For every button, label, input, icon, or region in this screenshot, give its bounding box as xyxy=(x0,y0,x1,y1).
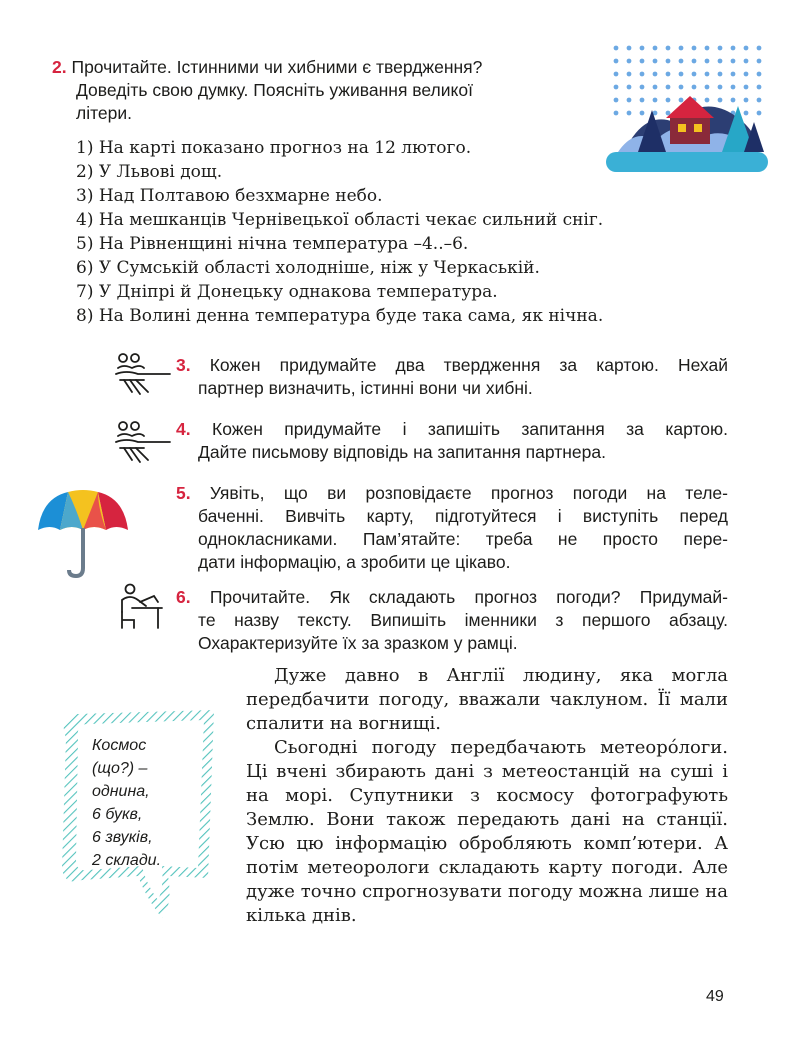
snow-dot xyxy=(666,46,671,51)
task-number: 2. xyxy=(52,57,67,77)
snow-dot xyxy=(614,72,619,77)
list-item: 7) У Дніпрі й Донецьку однакова температура. xyxy=(76,282,498,302)
snow-dot xyxy=(679,98,684,103)
snow-dot xyxy=(731,72,736,77)
snow-dot xyxy=(614,98,619,103)
snow-dot xyxy=(731,59,736,64)
snow-dot xyxy=(757,85,762,90)
snow-dot xyxy=(666,85,671,90)
weather-forecast-text xyxy=(246,664,728,928)
pair-work-icon xyxy=(114,352,172,398)
snow-dot xyxy=(666,59,671,64)
task-number: 6. xyxy=(176,587,191,607)
snow-dot xyxy=(679,85,684,90)
task-6-instruction: 6. Прочитайте. Як складають прогноз погоди? Придумай- те назву тексту. Випишіть іменники з першого абзацу. Охарактеризуйте їх за зразком у рамці. xyxy=(176,587,728,653)
task-4-instruction: 4. Кожен придумайте і запишіть запитання за картою. Дайте письмову відповідь на запитання партнера. xyxy=(176,419,728,462)
snow-dot xyxy=(679,46,684,51)
snow-dot xyxy=(705,59,710,64)
task-number: 5. xyxy=(176,483,191,503)
snow-dot xyxy=(731,85,736,90)
snow-dot xyxy=(614,46,619,51)
task-number: 3. xyxy=(176,355,191,375)
snow-dot xyxy=(614,59,619,64)
list-item: 5) На Рівненщині нічна температура –4..–6. xyxy=(76,234,469,254)
snow-dot xyxy=(731,98,736,103)
snow-dot xyxy=(744,72,749,77)
snow-dot xyxy=(705,98,710,103)
list-item: 3) Над Полтавою безхмарне небо. xyxy=(76,186,383,206)
snow-dot xyxy=(640,59,645,64)
snow-dot xyxy=(692,85,697,90)
paragraph: Дуже давно в Англії людину, яка могла передбачити погоду, вважали чаклуном. Її мали спалити на вогнищі. xyxy=(246,665,728,734)
snow-dot xyxy=(757,59,762,64)
snow-dot xyxy=(614,111,619,116)
snow-dot xyxy=(627,59,632,64)
list-item: 6) У Сумській області холодніше, ніж у Черкаській. xyxy=(76,258,540,278)
snow-dot xyxy=(692,59,697,64)
snow-dot xyxy=(718,46,723,51)
writing-student-icon xyxy=(118,582,168,630)
snow-dot xyxy=(627,98,632,103)
snow-dot xyxy=(744,98,749,103)
task-number: 4. xyxy=(176,419,191,439)
list-item: 1) На карті показано прогноз на 12 лютого. xyxy=(76,138,472,158)
snow-dot xyxy=(627,85,632,90)
snow-dot xyxy=(692,46,697,51)
task-3-instruction: 3. Кожен придумайте два твердження за картою. Нехай партнер визначить, істинні вони чи хибні. xyxy=(176,355,728,398)
snow-dot xyxy=(744,85,749,90)
snow-dot xyxy=(757,111,762,116)
snow-dot xyxy=(744,46,749,51)
task-2-instruction: 2. Прочитайте. Істинними чи хибними є твердження? Доведіть свою думку. Поясніть уживання великої літери. xyxy=(52,57,483,123)
pair-work-icon xyxy=(114,420,172,466)
snow-dot xyxy=(718,59,723,64)
snow-dot xyxy=(731,46,736,51)
snow-dot xyxy=(757,98,762,103)
snow-dot xyxy=(705,46,710,51)
snow-dot xyxy=(627,46,632,51)
snow-dot xyxy=(640,85,645,90)
snow-dot xyxy=(614,85,619,90)
snow-dot xyxy=(653,85,658,90)
snow-dot xyxy=(627,111,632,116)
sample-box-text: Космос (що?) – однина, 6 букв, 6 звуків, 2 склади. xyxy=(92,737,162,869)
snow-dot xyxy=(679,59,684,64)
snow-dot xyxy=(666,98,671,103)
snow-dot xyxy=(653,46,658,51)
snow-dot xyxy=(653,72,658,77)
snow-dot xyxy=(718,98,723,103)
snow-dot xyxy=(692,72,697,77)
winter-house-illustration xyxy=(604,40,770,178)
snow-dot xyxy=(744,59,749,64)
snow-dot xyxy=(640,111,645,116)
umbrella-icon xyxy=(36,488,130,580)
snow-dot xyxy=(744,111,749,116)
snow-dot xyxy=(640,46,645,51)
list-item: 8) На Волині денна температура буде така сама, як нічна. xyxy=(76,306,604,326)
snow-dot xyxy=(705,72,710,77)
snow-dot xyxy=(627,72,632,77)
paragraph: Сьогодні погоду передбачають метеоро́логи. Ці вчені збирають дані з метеостанцій на суші і на морі. Супутники з космосу фотографують Землю. Вони також передають дані на станції. Усю цю інформацію обробляють комп’ютери. А потім метеорологи складають карту погоди. Але дуже точно спрогнозувати погоду можна лише на кілька днів. xyxy=(246,737,728,926)
snow-dot xyxy=(718,85,723,90)
snow-dot xyxy=(653,59,658,64)
task-5-instruction: 5. Уявіть, що ви розповідаєте прогноз погоди на теле- баченні. Вивчіть карту, підготуйтеся і виступіть перед однокласниками. Пам’ятайте: треба не просто пере- дати інформацію, а зробити це цікаво. xyxy=(176,483,728,572)
snow-dot xyxy=(757,72,762,77)
snow-dot xyxy=(666,72,671,77)
snow-dot xyxy=(718,72,723,77)
statements-list xyxy=(76,136,603,328)
snow-dot xyxy=(679,72,684,77)
list-item: 2) У Львові дощ. xyxy=(76,162,223,182)
page-number: 49 xyxy=(706,988,724,1005)
snow-dot xyxy=(705,85,710,90)
snow-dot xyxy=(640,98,645,103)
snow-dot xyxy=(640,72,645,77)
list-item: 4) На мешканців Чернівецької області чекає сильний сніг. xyxy=(76,210,604,230)
snow-dot xyxy=(757,46,762,51)
snow-dot xyxy=(653,98,658,103)
